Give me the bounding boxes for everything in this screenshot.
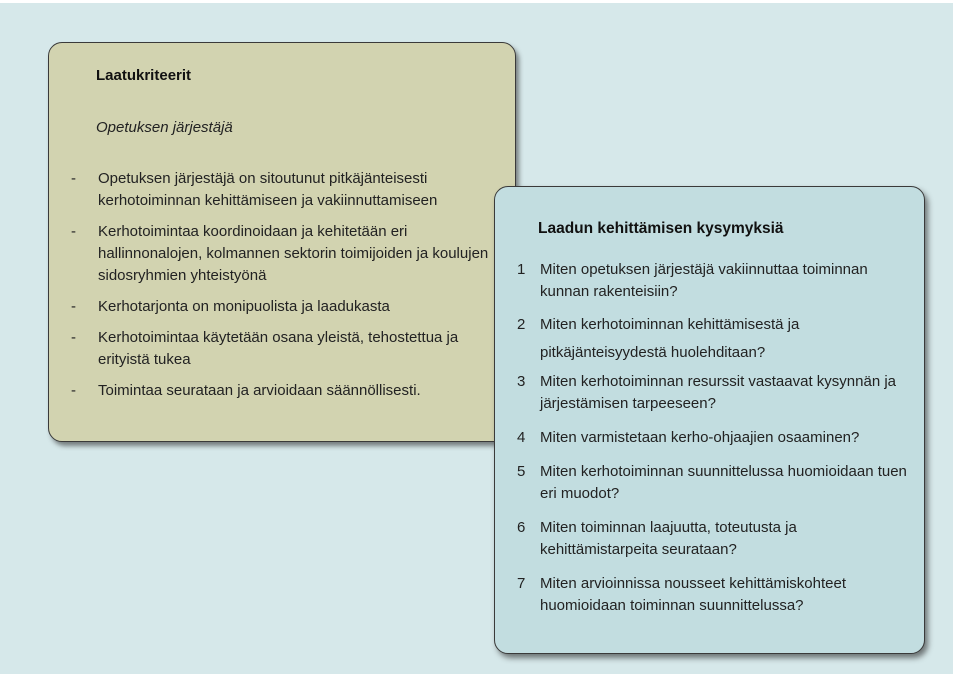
question-number: 4 <box>517 429 526 446</box>
question-number: 2 <box>517 316 526 333</box>
top-border <box>0 0 953 3</box>
criteria-item <box>69 221 499 287</box>
criteria-item <box>69 168 499 212</box>
question-item <box>515 259 915 303</box>
criteria-subtitle: Opetuksen järjestäjä <box>96 119 233 136</box>
criteria-item <box>69 327 499 371</box>
criteria-item <box>69 296 499 318</box>
criteria-text: Kerhotarjonta on monipuolista ja laadukasta <box>98 298 390 315</box>
question-number: 3 <box>517 373 526 390</box>
question-text: Miten opetuksen järjestäjä vakiinnuttaa toiminnan kunnan rakenteisiin? <box>540 261 868 300</box>
dash-bullet: - <box>71 329 76 346</box>
question-number: 5 <box>517 463 526 480</box>
question-item <box>515 461 915 505</box>
questions-list <box>515 259 915 629</box>
criteria-text: Kerhotoimintaa koordinoidaan ja kehitetään eri hallinnonalojen, kolmannen sektorin toimijoiden ja koulujen sidosryhmien yhteistyönä <box>98 223 489 284</box>
dash-bullet: - <box>71 382 76 399</box>
question-number: 7 <box>517 575 526 592</box>
quality-criteria-card <box>48 42 516 442</box>
dash-bullet: - <box>71 170 76 187</box>
question-item <box>515 427 915 449</box>
question-text: Miten toiminnan laajuutta, toteutusta ja kehittämistarpeita seurataan? <box>540 519 797 558</box>
question-text: Miten arvioinnissa nousseet kehittämiskohteet huomioidaan toiminnan suunnittelussa? <box>540 575 846 614</box>
question-text: Miten kerhotoiminnan kehittämisestä ja pitkäjänteisyydestä huolehditaan? <box>540 316 800 361</box>
question-item <box>515 573 915 617</box>
question-item <box>515 371 915 415</box>
criteria-text: Toimintaa seurataan ja arvioidaan säännöllisesti. <box>98 382 421 399</box>
criteria-list <box>69 168 499 411</box>
criteria-text: Opetuksen järjestäjä on sitoutunut pitkäjänteisesti kerhotoiminnan kehittämiseen ja vakiinnuttamiseen <box>98 170 438 209</box>
criteria-title: Laatukriteerit <box>96 67 192 84</box>
question-text: Miten kerhotoiminnan resurssit vastaavat kysynnän ja järjestämisen tarpeeseen? <box>540 373 897 412</box>
criteria-text: Kerhotoimintaa käytetään osana yleistä, tehostettua ja erityistä tukea <box>98 329 459 368</box>
dash-bullet: - <box>71 298 76 315</box>
question-number: 1 <box>517 261 526 278</box>
dash-bullet: - <box>71 223 76 240</box>
question-item <box>515 517 915 561</box>
criteria-item <box>69 380 499 402</box>
question-item <box>515 311 915 367</box>
question-text: Miten varmistetaan kerho-ohjaajien osaaminen? <box>540 429 860 446</box>
questions-title: Laadun kehittämisen kysymyksiä <box>538 220 784 237</box>
question-text: Miten kerhotoiminnan suunnittelussa huomioidaan tuen eri muodot? <box>540 463 907 502</box>
quality-questions-card <box>494 186 925 654</box>
question-number: 6 <box>517 519 526 536</box>
